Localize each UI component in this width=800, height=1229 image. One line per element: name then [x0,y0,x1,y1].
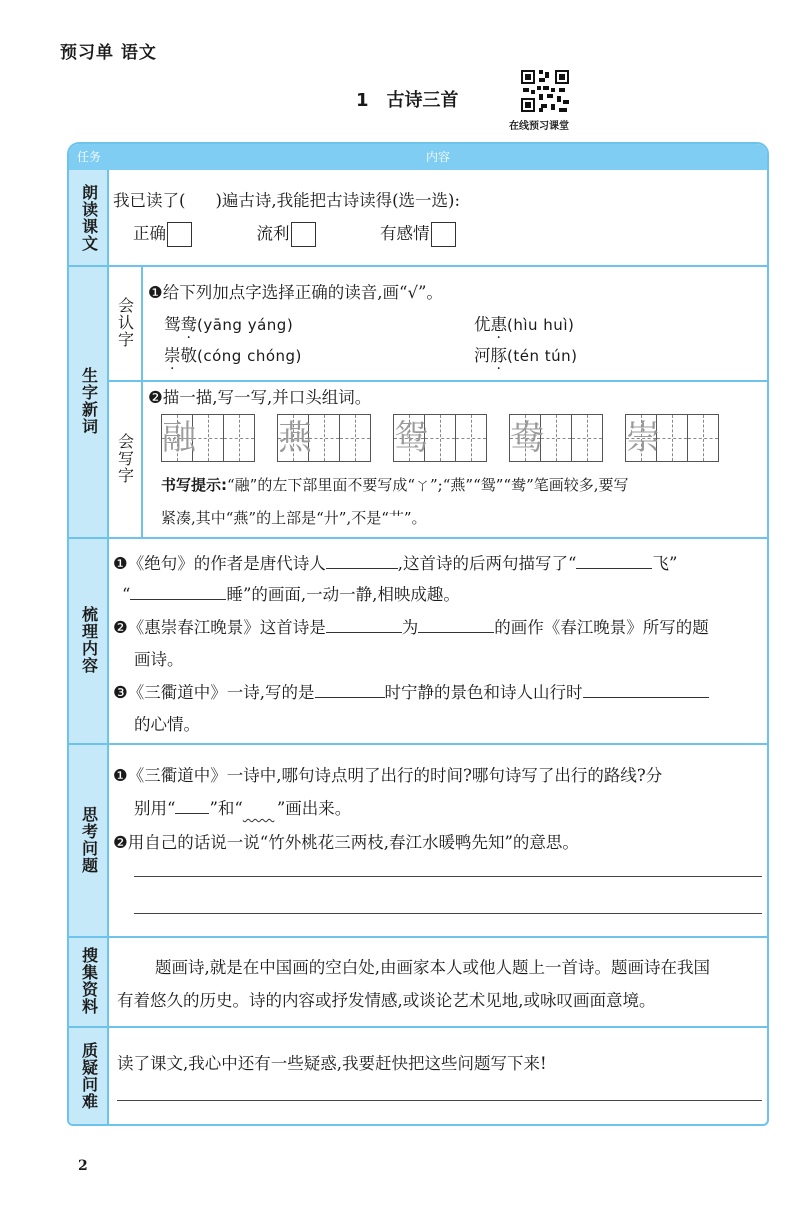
sub-column-divider [141,265,143,537]
writing-grid[interactable] [625,414,719,462]
task-review: 梳理内容 [79,606,99,674]
sub-write: 会写字 [115,433,135,484]
writing-grid[interactable] [393,414,487,462]
materials-line1: 题画诗,就是在中国画的空白处,由画家本人或他人题上一首诗。题画诗在我国 [155,958,710,977]
writing-hint-line2: 紧凑,其中“燕”的上部是“廾”,不是“艹”。 [161,509,427,527]
answer-line[interactable] [134,913,762,914]
checkbox-fluent[interactable] [291,222,316,247]
row-divider [69,265,767,267]
task-questions: 思考问题 [79,805,99,874]
doubts-prompt: 读了课文,我心中还有一些疑惑,我要赶快把这些问题写下来! [117,1054,547,1073]
materials-line2: 有着悠久的历史。诗的内容或抒发情感,或谈论艺术见地,或咏叹画面意境。 [117,991,656,1010]
task-materials: 搜集资料 [79,947,99,1015]
checkbox-expressive[interactable] [431,222,456,247]
trace-char: 鸳 [394,418,428,458]
trace-char: 燕 [278,418,312,458]
qr-caption: 在线预习课堂 [509,121,569,132]
answer-blank[interactable] [130,582,226,600]
sub-recognize: 会认字 [115,297,135,348]
question-1-cont: 别用“ ”和“ ”画出来。 [134,795,351,819]
pinyin-choice-2[interactable]: 优惠(hìu huì) [474,315,575,334]
page-header: 预习单 语文 [60,43,157,63]
lesson-title [356,86,459,112]
review-item-3-cont: 的心情。 [134,715,200,734]
read-aloud-line: 我已读了( )遍古诗,我能把古诗读得(选一选): [113,191,461,210]
task-doubts: 质疑问难 [79,1042,99,1110]
header-content: 内容 [425,150,450,164]
writing-grid[interactable] [161,414,255,462]
task-new-words: 生字新词 [79,367,99,435]
task-read-aloud: 朗读课文 [79,183,99,252]
row-divider [69,936,767,938]
pinyin-choice-3[interactable]: 崇敬(cóng chóng) [164,346,302,365]
qr-code-icon[interactable] [519,68,571,114]
answer-blank[interactable] [315,680,385,698]
trace-char: 鸯 [510,418,544,458]
page-number: 2 [78,1158,88,1174]
wavy-underline-sample [243,799,277,818]
checkbox-correct[interactable] [167,222,192,247]
row-divider [69,537,767,539]
answer-blank[interactable] [326,551,398,569]
straight-underline-sample [175,796,209,814]
review-item-3: ❸《三衢道中》一诗,写的是 时宁静的景色和诗人山行时 [113,679,709,703]
answer-blank[interactable] [576,551,652,569]
review-item-1-cont: “ 睡”的画面,一动一静,相映成趣。 [122,581,460,605]
sub-row-divider [109,380,767,382]
review-item-1: ❶《绝句》的作者是唐代诗人 ,这首诗的后两句描写了“ 飞” [113,550,677,574]
row-divider [69,743,767,745]
read-options: 正确 流利 有感情 [133,220,456,247]
question-2: ❷用自己的话说一说“竹外桃花三两枝,春江水暖鸭先知”的意思。 [113,833,579,852]
answer-blank[interactable] [583,680,709,698]
trace-char: 崇 [626,418,660,458]
review-item-2: ❷《惠崇春江晚景》这首诗是 为 的画作《春江晚景》所写的题 [113,614,709,638]
answer-line[interactable] [134,876,762,877]
pinyin-choice-1[interactable]: 鸳鸯(yāng yáng) [164,315,294,334]
writing-grid[interactable] [509,414,603,462]
writing-grid[interactable] [277,414,371,462]
lesson-name: 古诗三首 [386,90,459,111]
answer-blank[interactable] [326,615,402,633]
answer-line[interactable] [117,1100,762,1101]
writing-hint-line1: 书写提示:“融”的左下部里面不要写成“ㄚ”;“燕”“鸳”“鸯”笔画较多,要写 [161,476,629,494]
answer-blank[interactable] [418,615,494,633]
trace-char: 融 [162,418,196,458]
row-divider [69,1026,767,1028]
header-task: 任务 [76,150,101,164]
recognize-prompt: ❶给下列加点字选择正确的读音,画“√”。 [148,283,443,302]
pinyin-choice-4[interactable]: 河豚(tén tún) [474,346,578,365]
write-prompt: ❷描一描,写一写,并口头组词。 [148,388,372,407]
question-1: ❶《三衢道中》一诗中,哪句诗点明了出行的时间?哪句诗写了出行的路线?分 [113,766,663,785]
review-item-2-cont: 画诗。 [134,650,184,669]
lesson-number: 1 [356,90,369,111]
